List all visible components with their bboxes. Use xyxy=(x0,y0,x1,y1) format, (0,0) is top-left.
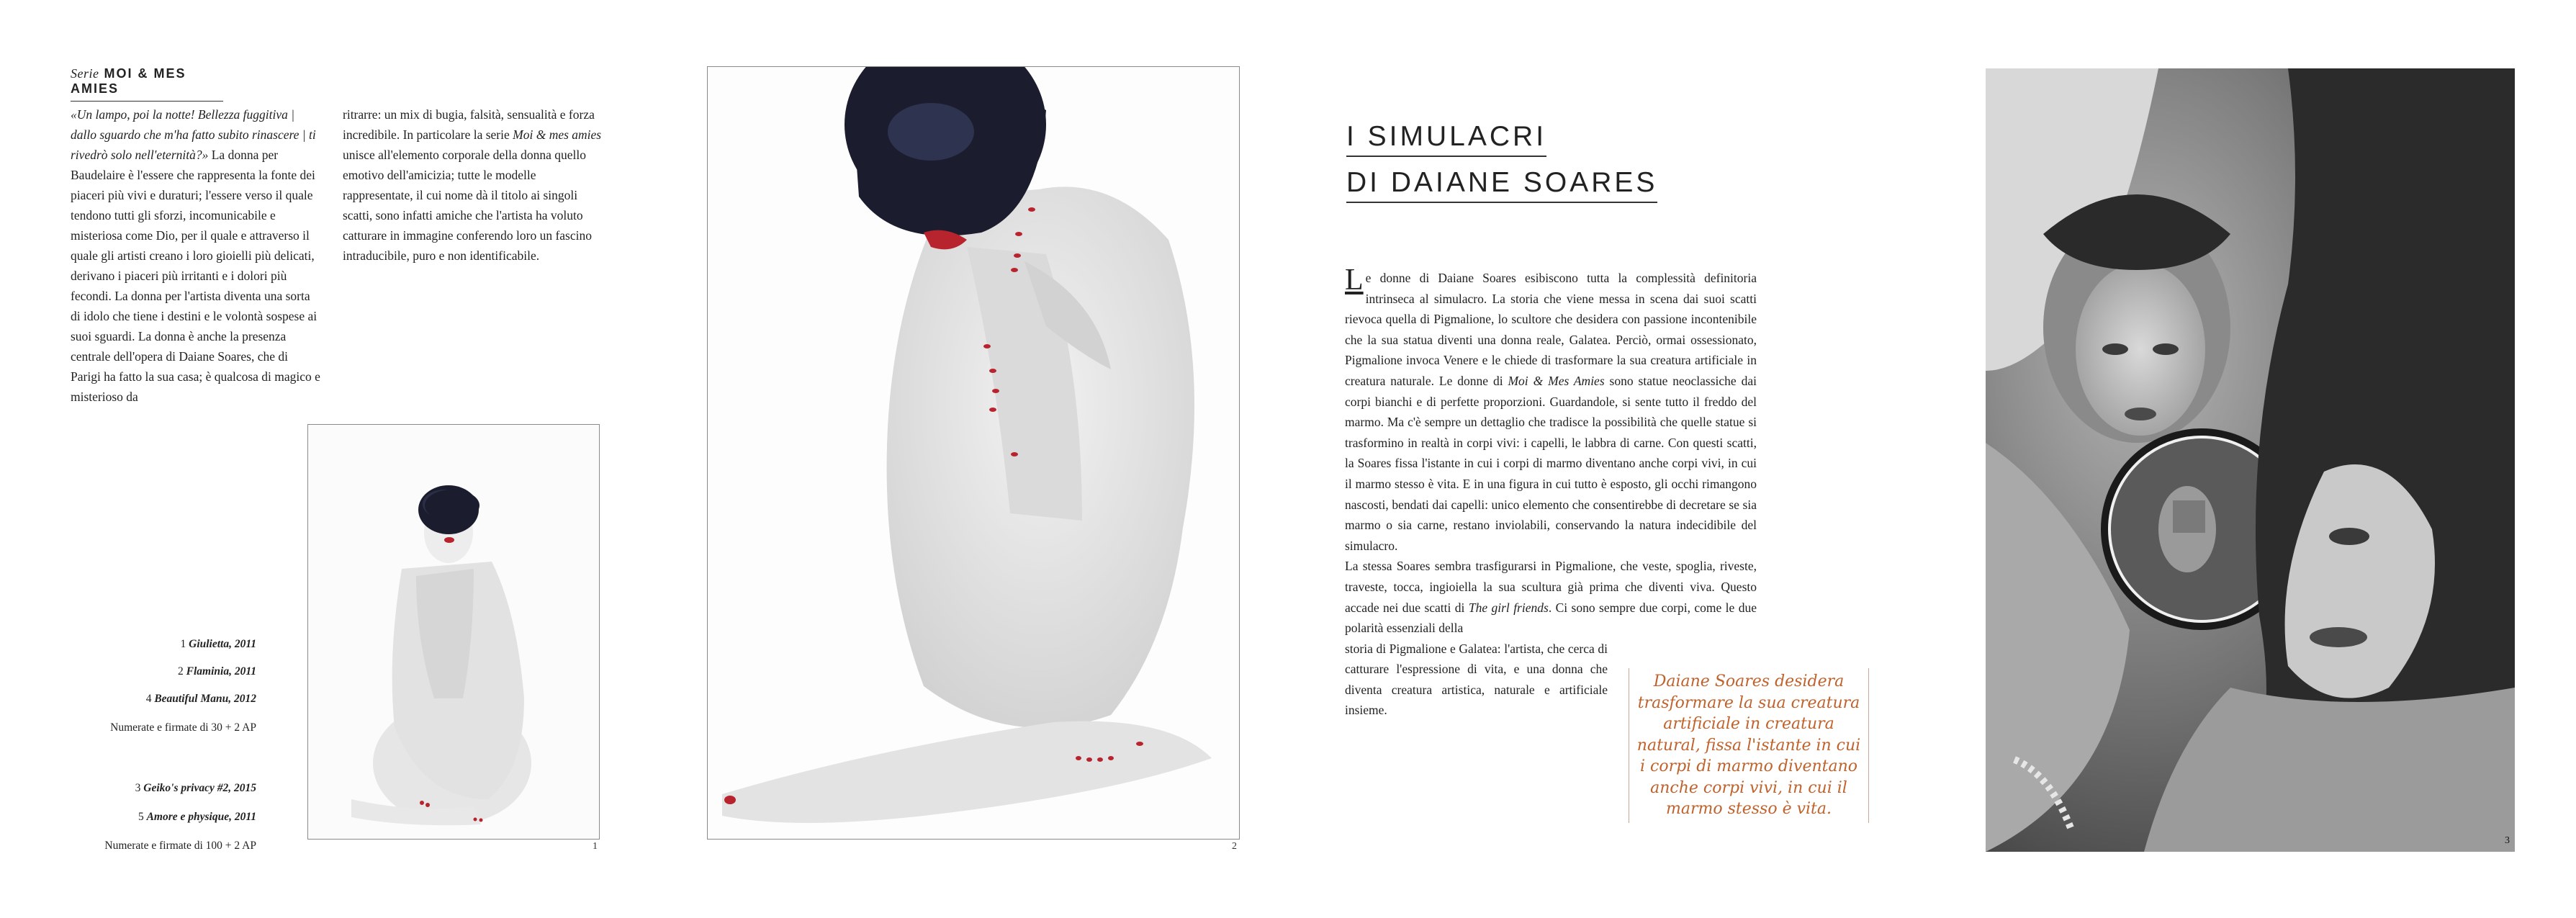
pull-quote: Daiane Soares desidera trasformare la sua creatura artificiale in creatura natural, fissa l'istante in cui i corpi di marmo diventano anche corpi vivi, in cui il marmo stesso è vita. xyxy=(1629,668,1869,823)
paragraph-2a: La stessa Soares sembra trasfigurarsi in Pigmalione, che veste, spoglia, riveste, traveste, tocca, ingioiella la sua scultura già prima che diventi viva. Questo accade nei due scatti di xyxy=(1345,559,1757,615)
paragraph-2 xyxy=(1345,556,1757,638)
series-prefix: Serie xyxy=(71,66,99,81)
caption-number: 5 xyxy=(138,811,144,823)
caption-title: Giulietta, 2011 xyxy=(189,638,256,650)
paragraph-1-italic: Moi & Mes Amies xyxy=(1508,373,1605,388)
caption-number: 4 xyxy=(145,693,152,705)
caption-2 xyxy=(40,665,256,678)
caption-number: 1 xyxy=(180,638,186,650)
caption-number: 3 xyxy=(135,782,141,794)
photo-seated-figure-large xyxy=(707,66,1240,840)
series-header xyxy=(71,66,223,102)
caption-5 xyxy=(26,811,256,824)
article-body xyxy=(1345,264,1757,721)
paragraph-2b: . Ci sono sempre due corpi, come le due polarità essenziali della xyxy=(1345,600,1757,636)
caption-title: Geiko's privacy #2, 2015 xyxy=(143,782,256,794)
caption-1 xyxy=(40,638,256,651)
page-number-2: 2 xyxy=(1232,841,1237,852)
intro-column-1 xyxy=(71,104,321,407)
edition-note-2: Numerate e firmate di 100 + 2 AP xyxy=(104,840,256,852)
seated-figure-illustration xyxy=(308,425,599,839)
article-title-line-1: I SIMULACRI xyxy=(1346,121,1546,157)
paragraph-1b: sono statue neoclassiche dai corpi bianchi e di perfette proporzioni. Guardandole, si sente tutto il freddo del marmo. Ma c'è sempre un dettaglio che tradisce la possibilità che quelle statue si trasformino in realtà in corpi vivi: i capelli, le labbra di carne. Con questi scatti, la Soares fissa l'istante in cui i corpi di marmo diventano anche corpi vivi, in cui il marmo stesso è vita. E in una figura in cui tutto è esposto, gli occhi rimangono nascosti, bendati dai capelli: unico elemento che consentirebbe di decretare se sia marmo o sia carne, restano inviolabili, conservando la natura indecidibile del simulacro. xyxy=(1345,373,1757,553)
intro-text-2b: unisce all'elemento corporale della donna quello emotivo dell'amicizia; tutte le modelle rappresentate, il cui nome dà il titolo ai singoli scatti, sono infatti amiche che l'artista ha voluto catturare in immagine conferendo loro un fascino intraducibile, puro e non identificabile. xyxy=(343,148,592,263)
photo-mirror-portrait xyxy=(1986,68,2515,852)
caption-3 xyxy=(26,782,256,795)
caption-title: Beautiful Manu, 2012 xyxy=(154,693,256,705)
article-title-line-2: DI DAIANE SOARES xyxy=(1346,167,1657,203)
series-title-italic: Moi & mes amies xyxy=(513,127,602,142)
intro-text-1: La donna per Baudelaire è l'essere che rappresenta la fonte dei piaceri più vivi e duraturi; l'essere verso il quale tendono tutti gli sforzi, incomunicabile e misteriosa come Dio, per il quale e attraverso il quale gli artisti creano i loro gioielli più delicati, derivano i piaceri più irritanti e i dolori più fecondi. La donna per l'artista diventa una sorta di idolo che tiene i destini e le volontà sospese ai suoi sguardi. La donna è anche la presenza centrale dell'opera di Daiane Soares, che di Parigi ha fatto la sua casa; è qualcosa di magico e misterioso da xyxy=(71,148,320,404)
paragraph-2-italic: The girl friends xyxy=(1468,600,1549,615)
edition-note-1: Numerate e firmate di 30 + 2 AP xyxy=(110,721,256,734)
intro-column-2 xyxy=(343,104,602,266)
baudelaire-quote: «Un lampo, poi la notte! Bellezza fuggitiva | dallo sguardo che m'ha fatto subito rinascere | ti rivedrò solo nell'eternità?» xyxy=(71,107,316,162)
caption-number: 2 xyxy=(178,665,184,678)
caption-title: Flaminia, 2011 xyxy=(186,665,256,678)
photo-seated-figure-small xyxy=(307,424,600,840)
caption-title: Amore e physique, 2011 xyxy=(146,811,256,823)
intro-text-2a: ritrarre: un mix di bugia, falsità, sensualità e forza incredibile. In particolare la serie xyxy=(343,107,595,142)
series-name: MOI & MES AMIES xyxy=(71,66,186,96)
caption-4 xyxy=(40,693,256,706)
paragraph-1a: e donne di Daiane Soares esibiscono tutta la complessità definitoria intrinseca al simulacro. La storia che viene messa in scena dai suoi scatti rievoca quella di Pigmalione, lo scultore che desidera con passione incontenibile che la sua statua diventi una donna reale, Galatea. Perciò, ormai ossessionato, Pigmalione invoca Venere e le chiede di trasformare la sua creatura artificiale in creatura naturale. Le donne di xyxy=(1345,271,1757,388)
mirror-portrait-illustration xyxy=(1986,68,2515,852)
large-figure-illustration xyxy=(708,67,1239,839)
page-number-1: 1 xyxy=(593,841,598,852)
drop-cap: L xyxy=(1345,264,1364,297)
paragraph-2-narrow: storia di Pigmalione e Galatea: l'artista, che cerca di catturare l'espressione di vita, e una donna che diventa creatura artistica, naturale e artificiale insieme. xyxy=(1345,641,1608,718)
page-number-3: 3 xyxy=(2505,835,2510,846)
